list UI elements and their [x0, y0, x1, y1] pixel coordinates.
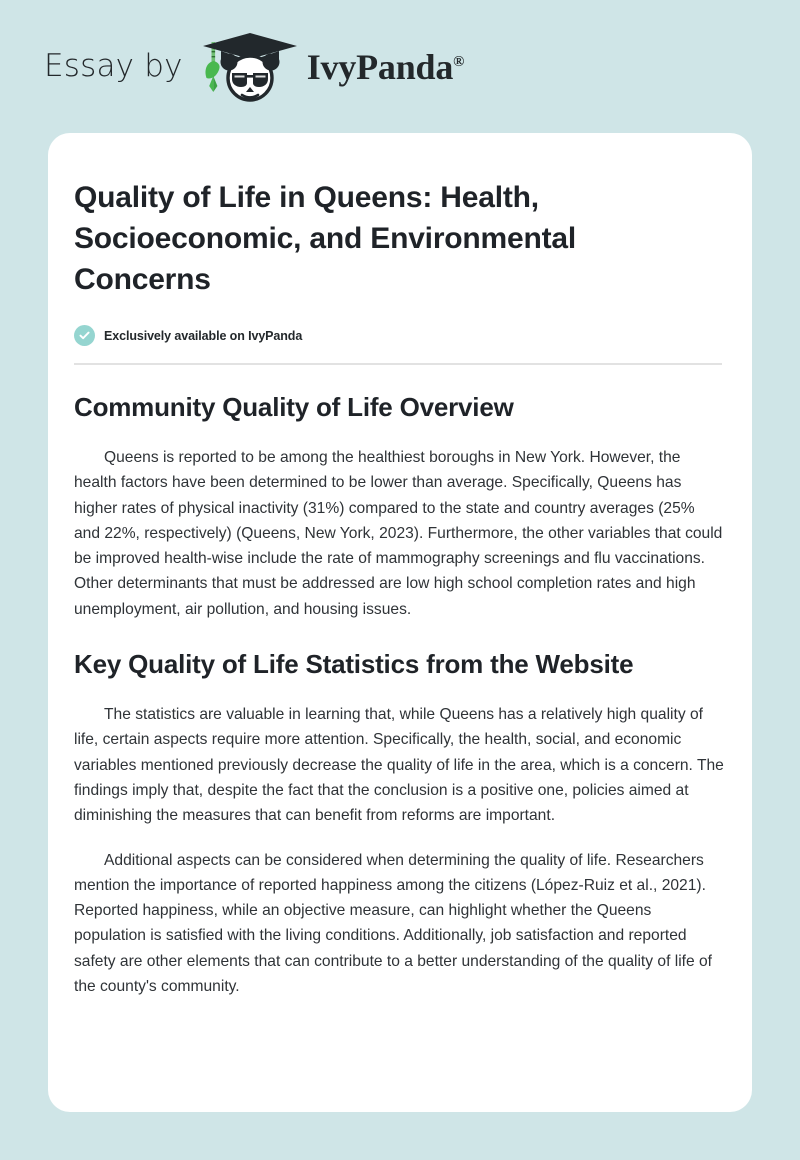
section-paragraph: Queens is reported to be among the healthiest boroughs in New York. However, the health factors have been determined to be lower than average. Specifically, Queens has higher rates of physical inactivity (31%) compared to the state and country averages (25% and 22%, respectively) (Queens, New York, 2023). Furthermore, the other variables that could be improved health-wise include the rate of mammography screenings and flu vaccinations. Other determinants that must be addressed are low high school completion rates and high unemployment, air pollution, and housing issues.: [74, 449, 723, 618]
panda-graduate-icon: [197, 30, 305, 104]
ivypanda-wordmark: [306, 46, 465, 87]
section-heading: Community Quality of Life Overview: [74, 392, 514, 422]
section-paragraph: The statistics are valuable in learning that, while Queens has a relatively high quality of life, certain aspects require more attention. Specifically, the health, social, and economic variables mentioned previously decrease the quality of life in the area, which is a concern. The findings imply that, despite the fact that the conclusion is a positive one, policies aimed at diminishing the measures that can benefit from reforms are important.: [74, 706, 724, 825]
wordmark-text: IvyPanda: [306, 46, 454, 87]
header-divider: [74, 363, 722, 365]
check-circle-icon: [74, 325, 95, 346]
exclusive-availability-badge: [74, 325, 726, 346]
essay-by-label: Essay by: [44, 48, 183, 84]
ivypanda-logo[interactable]: [197, 30, 464, 104]
page-title: Quality of Life in Queens: Health, Socioeconomic, and Environmental Concerns: [74, 181, 577, 296]
exclusive-availability-label: Exclusively available on IvyPanda: [104, 328, 303, 343]
essay-card: [48, 133, 752, 1112]
section-key-quality-of-life-statistics: [74, 648, 726, 999]
section-heading: Key Quality of Life Statistics from the Website: [74, 649, 634, 680]
brand-header: [0, 0, 800, 133]
section-community-quality-of-life-overview: [74, 391, 726, 622]
registered-trademark-icon: ®: [453, 53, 465, 70]
section-paragraph: Additional aspects can be considered when determining the quality of life. Researchers mention the importance of reported happiness among the citizens (López-Ruiz et al., 2021). Reported happiness, while an objective measure, can highlight whether the Queens population is satisfied with the living conditions. Additionally, job satisfaction and reported safety are other elements that can contribute to a better understanding of the quality of life of the county's community.: [74, 851, 713, 996]
